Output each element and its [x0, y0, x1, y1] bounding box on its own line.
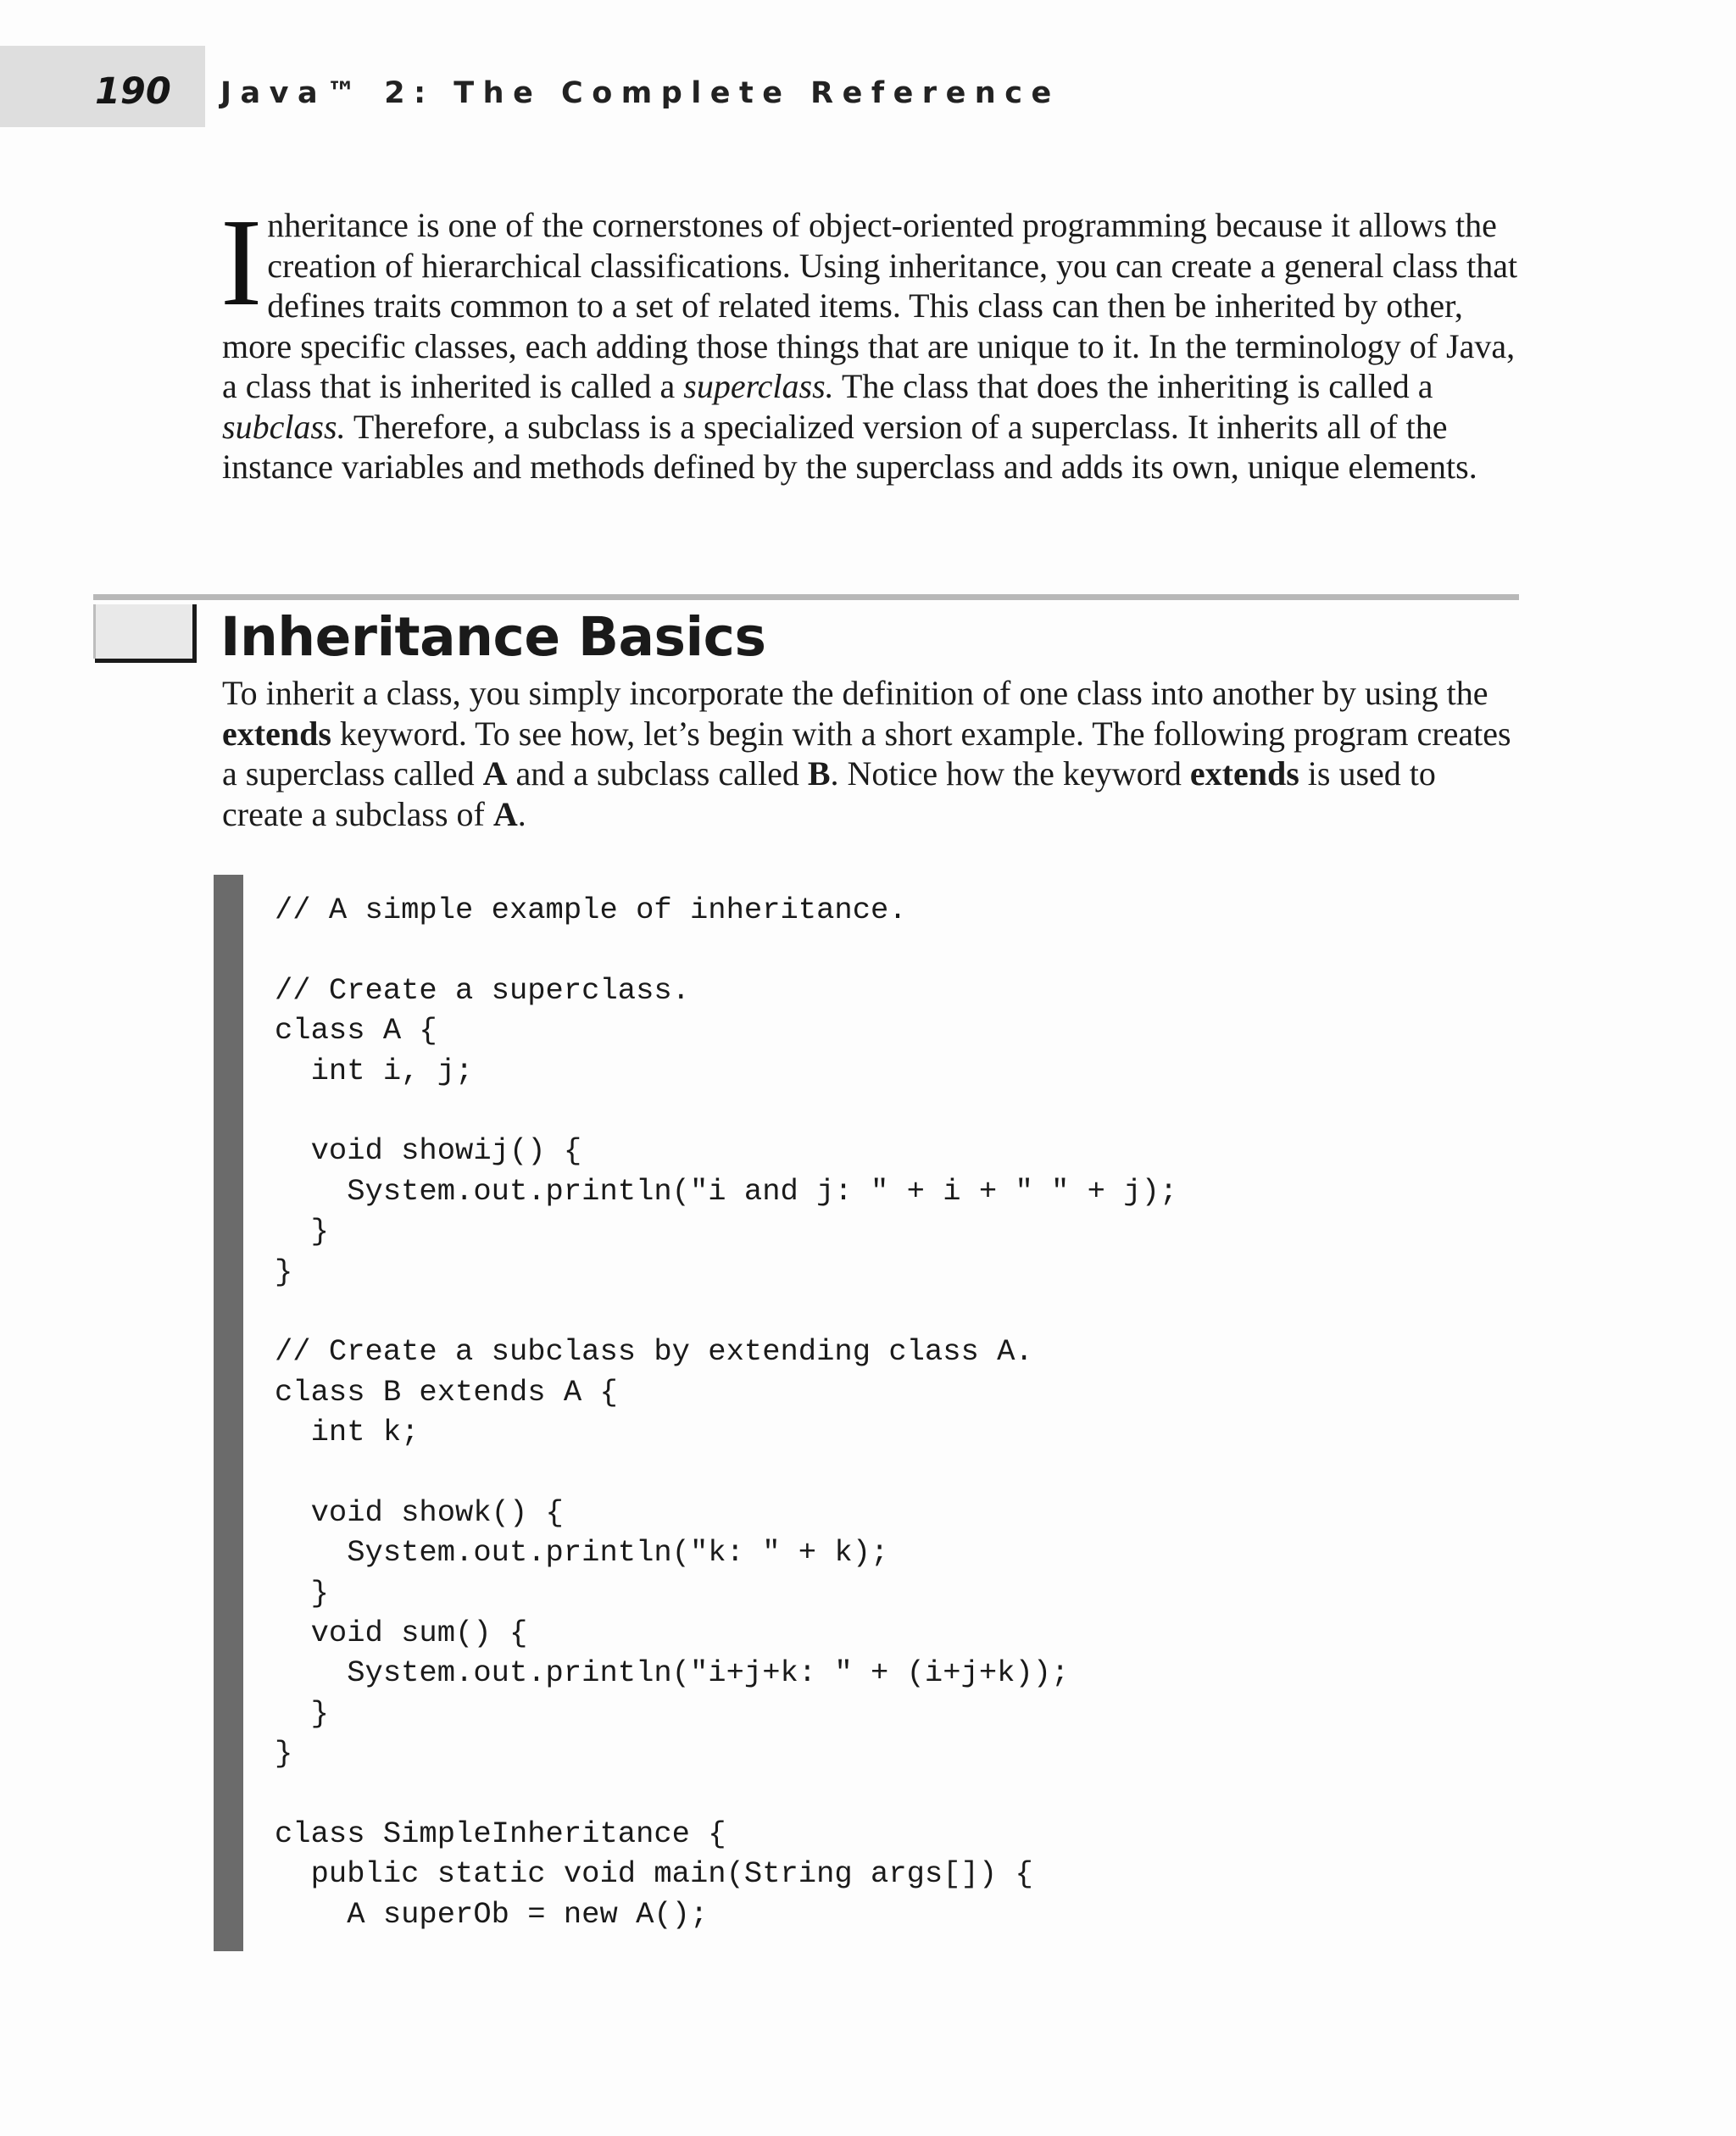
code-line: class B extends A {	[275, 1374, 618, 1410]
code-line: }	[275, 1575, 329, 1610]
code-line: }	[275, 1736, 293, 1772]
para-text-2: keyword. To see how, let’s begin with a short example. The following program creates a superclass called	[222, 714, 1511, 793]
code-line	[275, 1452, 1512, 1492]
code-line: System.out.println("k: " + k);	[275, 1535, 889, 1571]
code-line	[275, 1292, 1512, 1332]
code-line	[275, 1774, 1512, 1814]
intro-paragraph	[220, 193, 1519, 487]
para-text-4: . Notice how the keyword	[830, 754, 1190, 793]
para-text-5: is used to create a subclass of	[222, 754, 1436, 833]
code-line: int k;	[275, 1415, 420, 1450]
code-line: int i, j;	[275, 1053, 474, 1088]
code-line: A superOb = new A();	[275, 1896, 709, 1932]
code-line: System.out.println("i+j+k: " + (i+j+k));	[275, 1655, 1070, 1691]
para-text-6: .	[517, 794, 526, 833]
section-heading: Inheritance Basics	[220, 606, 766, 668]
code-line: System.out.println("i and j: " + i + " " + j);	[275, 1173, 1178, 1209]
class-name-a: A	[482, 754, 508, 793]
page-number: 190	[95, 70, 171, 113]
section-rule	[93, 594, 1519, 600]
code-line: // Create a subclass by extending class A.	[275, 1334, 1033, 1370]
para-text-1: To inherit a class, you simply incorporate the definition of one class into another by using the	[222, 674, 1488, 712]
term-subclass: subclass.	[222, 407, 346, 446]
keyword-extends-2: extends	[1189, 754, 1299, 793]
code-line: class A {	[275, 1013, 437, 1049]
code-line	[275, 930, 1512, 970]
code-line: }	[275, 1214, 329, 1249]
intro-text-3: Therefore, a subclass is a specialized version of a superclass. It inherits all of the instance variables and methods defined by the superclass and adds its own, unique elements.	[222, 407, 1477, 486]
code-line	[275, 1091, 1512, 1131]
code-listing	[275, 890, 1512, 1934]
code-line: class SimpleInheritance {	[275, 1816, 726, 1851]
section-paragraph	[222, 673, 1519, 834]
code-line: void showk() {	[275, 1494, 564, 1530]
code-line: }	[275, 1254, 293, 1289]
running-header-title: Java™ 2: The Complete Reference	[220, 76, 1060, 110]
code-line: public static void main(String args[]) {	[275, 1856, 1033, 1892]
class-name-a-2: A	[492, 794, 518, 833]
para-text-3: and a subclass called	[507, 754, 808, 793]
code-line: }	[275, 1695, 329, 1731]
code-line: // A simple example of inheritance.	[275, 893, 907, 927]
code-listing-bar	[214, 875, 243, 1951]
code-line: // Create a superclass.	[275, 972, 690, 1008]
term-superclass: superclass.	[683, 367, 834, 405]
drop-cap: I	[220, 193, 263, 332]
intro-text-2: The class that does the inheriting is called a	[833, 367, 1433, 405]
section-heading-marker	[95, 604, 197, 663]
code-line: void showij() {	[275, 1133, 582, 1169]
intro-text-1: nheritance is one of the cornerstones of object-oriented programming because it allows the creation of hierarchical classifications. Using inheritance, you can create a general class that defines traits common to a set of related items. This class can then be inherited by other, more specific classes, each adding those things that are unique to it. In the terminology of Java, a class that is inherited is called a	[222, 206, 1518, 405]
keyword-extends: extends	[222, 714, 331, 753]
code-line: void sum() {	[275, 1616, 528, 1651]
class-name-b: B	[807, 754, 831, 793]
